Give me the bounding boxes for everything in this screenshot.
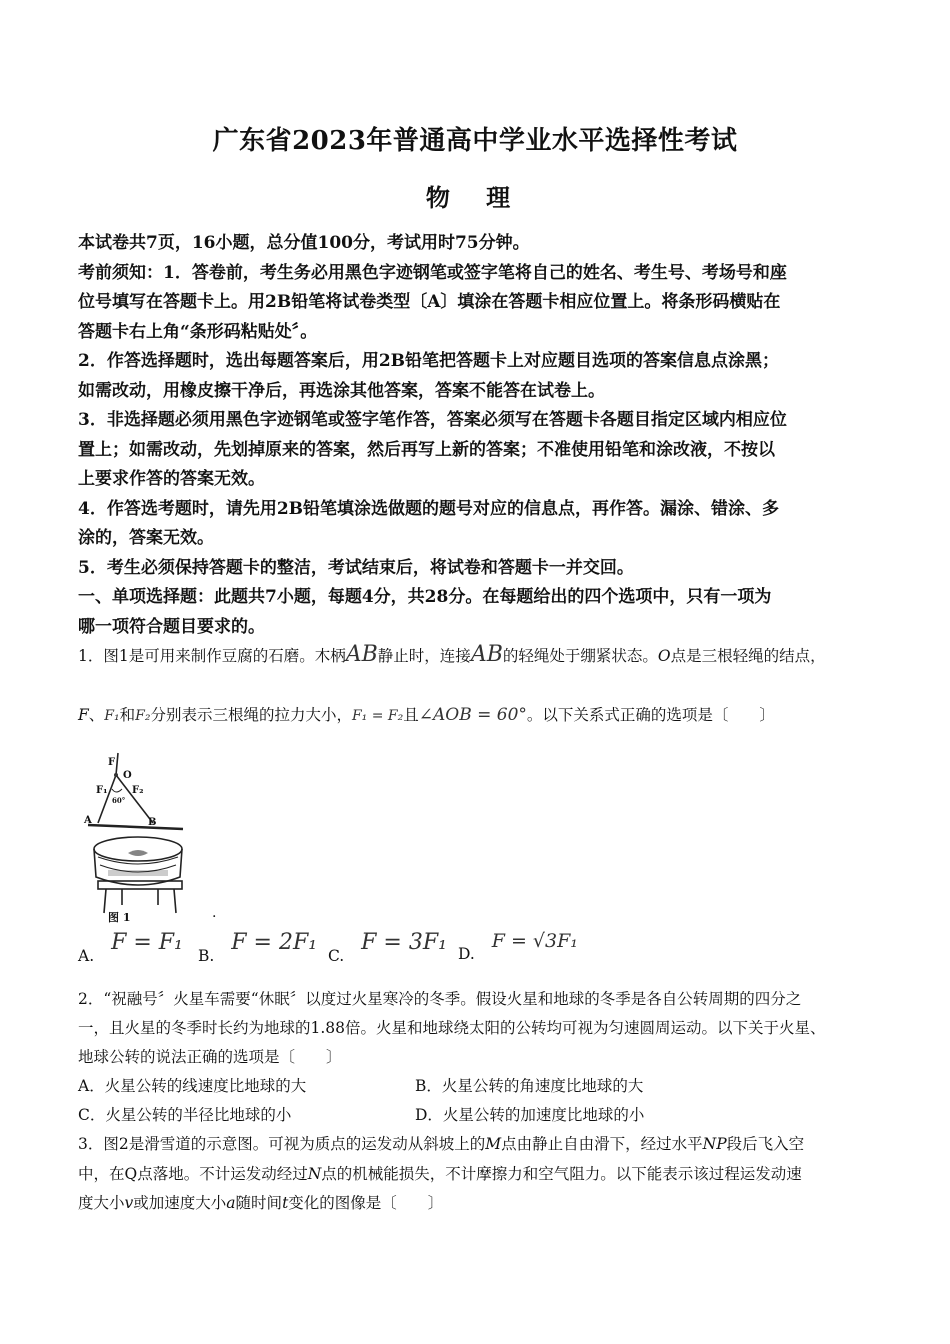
instruction-line: 位号填写在答题卡上。用2B铅笔将试卷类型〔A〕填涂在答题卡相应位置上。将条形码横贴在 [78,292,781,312]
math-ab: AB [345,642,378,667]
fig-label-o: O [123,770,132,781]
instruction-line: 考前须知：1．答卷前，考生务必用黑色字迹钢笔或签字笔将自己的姓名、考生号、考场号和座 [78,263,787,283]
figure-dot: . [212,905,217,921]
question-2-text: 地球公转的说法正确的选项是〔 〕 [78,1048,342,1066]
instruction-line: 涂的，答案无效。 [78,528,214,548]
option-a: A. F = F₁ [78,930,183,965]
option-b: B. F = 2F₁ [198,930,318,965]
option-c: C. F = 3F₁ [328,930,447,965]
question-1-text: F、F₁和F₂分别表示三根绳的拉力大小，F₁ = F₂且∠AOB = 60°。以下关系式正确的选项是〔 〕 [78,705,775,725]
instruction-line: 如需改动，用橡皮擦干净后，再选涂其他答案，答案不能答在试卷上。 [78,381,605,401]
q2-option-b: B．火星公转的角速度比地球的大 [415,1077,644,1095]
figure-1-stone-mill [78,745,193,923]
question-1-text: 1．图1是可用来制作豆腐的石磨。木柄AB静止时，连接AB的轻绳处于绷紧状态。O点是三根轻绳的结点， [78,642,826,667]
section-heading: 一、单项选择题：此题共7小题，每题4分，共28分。在每题给出的四个选项中，只有一项为 [78,587,772,607]
question-2-text: 2．“祝融号〞火星车需要“休眠〞以度过火星寒冷的冬季。假设火星和地球的冬季是各自公转周期的四分之 [78,990,802,1008]
option-d: D. F = √3F₁ [458,930,578,963]
exam-summary: 本试卷共7页，16小题，总分值100分，考试用时75分钟。 [78,233,530,253]
q2-option-c: C．火星公转的半径比地球的小 [78,1106,292,1124]
q2-option-d: D．火星公转的加速度比地球的小 [415,1106,645,1124]
question-3-text: 中，在Q点落地。不计运发动经过N点的机械能损失，不计摩擦力和空气阻力。以下能表示该过程运发动速 [78,1165,802,1183]
instruction-line: 2．作答选择题时，选出每题答案后，用2B铅笔把答题卡上对应题目选项的答案信息点涂黑； [78,351,780,371]
instruction-line: 答题卡右上角“条形码粘贴处〞。 [78,322,318,342]
instruction-line: 3．非选择题必须用黑色字迹钢笔或签字笔作答，答案必须写在答题卡各题目指定区域内相应位 [78,410,787,430]
fig-label-angle: 60° [112,796,126,805]
fig-label-b: B [148,817,157,828]
fig-label-a: A [84,815,92,826]
q2-option-a: A．火星公转的线速度比地球的大 [78,1077,307,1095]
question-2-text: 一，且火星的冬季时长约为地球的1.88倍。火星和地球绕太阳的公转均可视为匀速圆周运动。以下关于火星、 [78,1019,826,1037]
instruction-line: 5．考生必须保持答题卡的整洁，考试结束后，将试卷和答题卡一并交回。 [78,558,634,578]
fig-label-f1: F₁ [96,785,108,796]
question-3-text: 3．图2是滑雪道的示意图。可视为质点的运发动从斜坡上的M点由静止自由滑下，经过水平NP段后飞入空 [78,1135,805,1153]
section-heading: 哪一项符合题目要求的。 [78,617,265,637]
instruction-line: 上要求作答的答案无效。 [78,469,265,489]
instruction-line: 4．作答选考题时，请先用2B铅笔填涂选做题的题号对应的信息点，再作答。漏涂、错涂、多 [78,499,780,519]
subject-title: 物 理 [425,183,525,212]
fig-label-f: F [108,757,116,768]
question-3-text: 度大小v或加速度大小a随时间t变化的图像是〔 〕 [78,1194,444,1212]
exam-title: 广东省2023年普通高中学业水平选择性考试 [212,126,738,156]
fig-label-f2: F₂ [132,785,144,796]
math-ab: AB [470,642,503,667]
figure-caption: 图 1 [108,911,131,923]
instruction-line: 置上；如需改动，先划掉原来的答案，然后再写上新的答案；不准使用铅笔和涂改液，不按以 [78,440,775,460]
